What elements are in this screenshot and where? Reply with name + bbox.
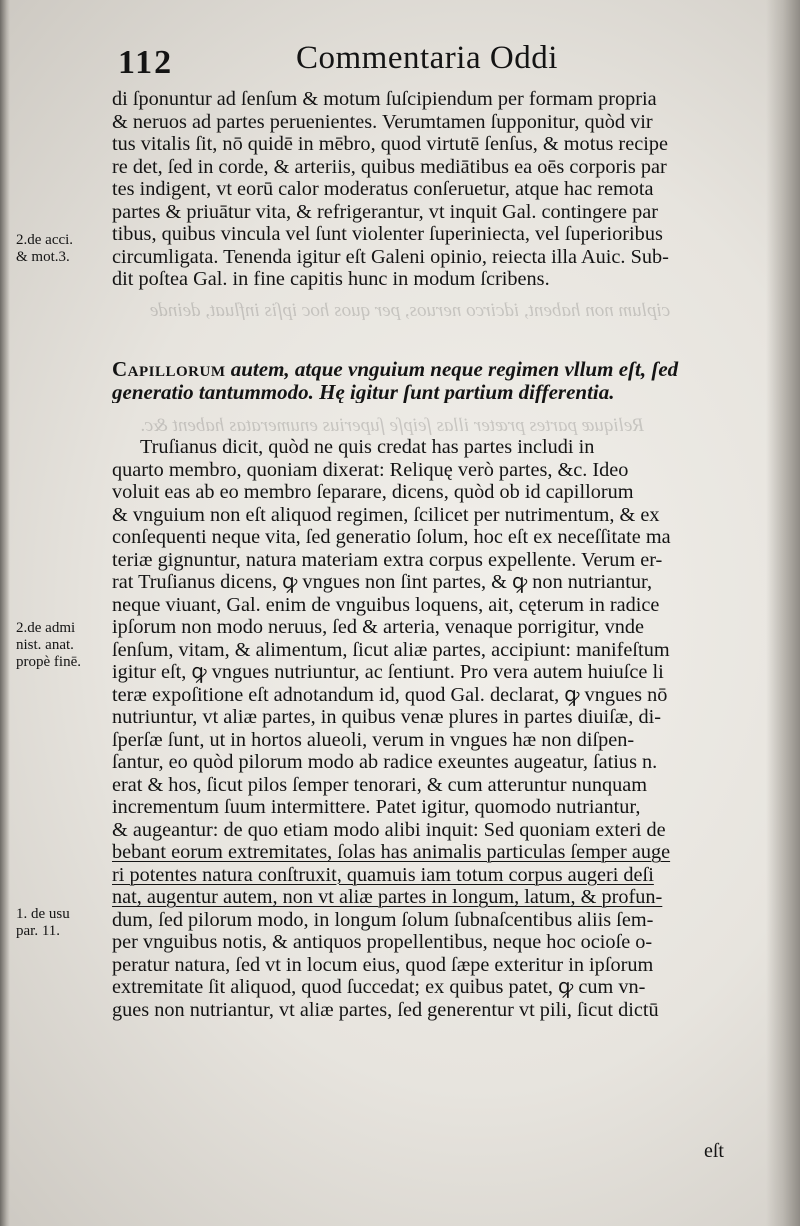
text-line: peratur natura, ſed vt in locum eius, quod ſæpe exteritur in ipſorum <box>112 953 654 976</box>
text-line: neque viuant, Gal. enim de vnguibus loquens, ait, cęterum in radice <box>112 593 660 616</box>
show-through-text: Reliquæ partes præter illas ſeipſe ſuperius enumeratas habent &c. <box>140 415 644 436</box>
lemma-line: generatio tantummodo. Hę igitur ſunt partium differentia. <box>112 380 615 403</box>
text-line: circumligata. Tenenda igitur eſt Galeni opinio, reiecta illa Auic. Sub- <box>112 245 669 268</box>
text-line: bebant eorum extremitates, ſolas has animalis particulas ſemper auge <box>112 841 671 863</box>
text-line: rat Truſianus dicens, ꝙ vngues non ſint partes, & ꝙ non nutriantur, <box>112 571 653 593</box>
text-line: ipſorum non modo neruus, ſed & arteria, venaque porrigitur, vnde <box>112 616 644 638</box>
text-line: teræ expoſitione eſt adnotandum id, quod Gal. declarat, ꝙ vngues nō <box>112 683 668 706</box>
lemma-block <box>112 358 762 403</box>
commentary-paragraph-1 <box>112 88 762 291</box>
text-line: voluit eas ab eo membro ſeparare, dicens, quòd ob id capillorum <box>112 481 634 503</box>
lemma-text: autem, atque vnguium neque regimen vllum eſt, ſed <box>230 358 679 381</box>
page-header <box>110 40 750 84</box>
margin-note: 1. de usu par. 11. <box>16 906 70 939</box>
text-line: tibus, quibus vincula vel ſunt violenter ſuperiniecta, vel ſuperioribus <box>112 223 663 245</box>
page-number: 112 <box>118 44 174 81</box>
commentary-paragraph-2 <box>112 436 762 1021</box>
text-line: dum, ſed pilorum modo, in longum ſolum ſubnaſcentibus aliis ſem- <box>112 908 654 931</box>
text-line: nat, augentur autem, non vt aliæ partes in longum, latum, & profun- <box>112 886 663 908</box>
text-line: & neruos ad partes peruenientes. Verumtamen ſupponitur, quòd vir <box>112 110 653 133</box>
text-line: ſperſæ ſunt, ut in hortos alueoli, verum in vngues hæ non diſpen- <box>112 728 635 751</box>
running-head: Commentaria Oddi <box>296 40 558 76</box>
text-line: nutriuntur, vt aliæ partes, in quibus venæ plures in partes diuiſæ, di- <box>112 706 661 728</box>
text-line: tus vitalis ſit, nō quidē in mēbro, quod virtutē ſenſus, & motus recipe <box>112 133 668 155</box>
text-line: gues non nutriantur, vt aliæ partes, ſed generentur vt pili, ſicut dictū <box>112 998 659 1021</box>
margin-note: 2.de acci. & mot.3. <box>16 232 74 265</box>
text-line: ſenſum, vitam, & alimentum, ſicut aliæ partes, accipiunt: manifeſtum <box>112 638 670 661</box>
text-line: ſantur, eo quòd pilorum modo ab radice exeuntes augeatur, ſatius n. <box>112 751 658 773</box>
text-line: & vnguium non eſt aliquod regimen, ſcilicet per nutrimentum, & ex <box>112 503 660 526</box>
text-line: & augeantur: de quo etiam modo alibi inquit: Sed quoniam exteri de <box>112 818 666 841</box>
text-line: di ſponuntur ad ſenſum & motum ſuſcipiendum per formam propria <box>112 88 657 110</box>
page-gutter-shadow <box>0 0 10 1226</box>
text-line: partes & priuātur vita, & refrigerantur, vt inquit Gal. contingere par <box>112 200 659 223</box>
lemma-line <box>112 358 762 381</box>
text-line: quarto membro, quoniam dixerat: Reliquę verò partes, &c. Ideo <box>112 458 629 481</box>
show-through-text: ciplum non habent, idcirco neruos, per quos hoc ipſis influat, deinde <box>150 300 671 321</box>
text-line: extremitate ſit aliquod, quod ſuccedat; ex quibus patet, ꝙ cum vn- <box>112 976 646 998</box>
text-line: erat & hos, ſicut pilos ſemper tenorari, & cum atteruntur nunquam <box>112 773 648 796</box>
text-line: Truſianus dicit, quòd ne quis credat has partes includi in <box>140 436 595 458</box>
margin-note: 2.de admi nist. anat. propè finē. <box>16 620 81 670</box>
text-line: igitur eſt, ꝙ vngues nutriuntur, ac ſentiunt. Pro vera autem huiuſce li <box>112 661 664 683</box>
lemma-smallcaps: Capillorum <box>112 358 226 381</box>
text-line: incrementum ſuum intermittere. Patet igitur, quomodo nutriantur, <box>112 796 641 818</box>
text-line: ri potentes natura conſtruxit, quamuis iam totum corpus augeri deſi <box>112 863 654 886</box>
page-edge-shadow <box>766 0 800 1226</box>
text-line: tes indigent, vt eorū calor moderatus conſeruetur, atque hac remota <box>112 178 654 200</box>
text-line: per vnguibus notis, & antiquos propellentibus, neque hoc ocioſe o- <box>112 931 653 953</box>
text-line: dit poſtea Gal. in fine capitis hunc in modum ſcribens. <box>112 268 550 290</box>
text-line: re det, ſed in corde, & arteriis, quibus mediātibus ea oēs corporis par <box>112 155 667 178</box>
text-line: conſequenti neque vita, ſed generatio ſolum, hoc eſt ex neceſſitate ma <box>112 526 671 548</box>
catchword: eſt <box>704 1140 724 1162</box>
text-line: teriæ gignuntur, natura materiam extra corpus expellente. Verum er- <box>112 548 663 571</box>
